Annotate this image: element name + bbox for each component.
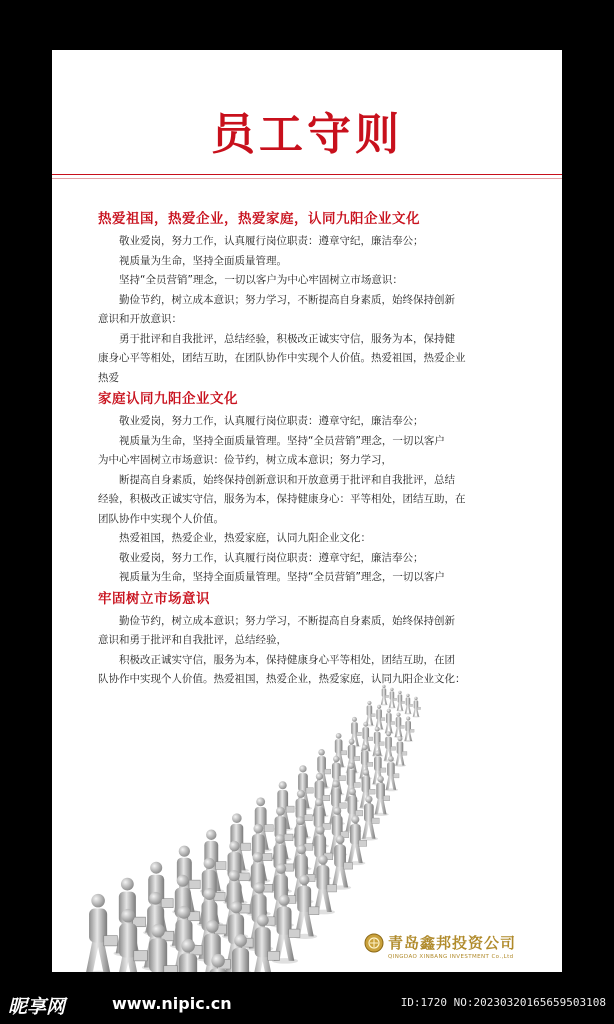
- walking-figure: [404, 716, 414, 742]
- rule-line: 热爱祖国，热爱企业，热爱家庭，认同九阳企业文化：: [119, 532, 371, 544]
- rule-line: 为中心牢固树立市场意识：俭节约，树立成本意识；努力学习，: [98, 454, 392, 466]
- company-logo: [364, 930, 559, 966]
- walking-figure: [83, 894, 117, 972]
- rule-line: 队协作中实现个人价值。热爱祖国，热爱企业，热爱家庭，认同九阳企业文化：: [98, 673, 466, 685]
- rule-line: 积极改正诚实守信，服务为本，保持健康身心平等相处，团结互助，在团: [119, 653, 455, 666]
- section-heading: 家庭认同九阳企业文化: [98, 391, 238, 407]
- section-heading: 热爱祖国，热爱企业，热爱家庭，认同九阳企业文化: [98, 211, 420, 227]
- walking-figure: [384, 709, 394, 735]
- rule-line: 意识和勇于批评和自我批评，总结经验，: [98, 634, 287, 646]
- rule-line: 坚持“全员营销”理念，一切以客户为中心牢固树立市场意识：: [119, 274, 403, 286]
- walking-figure: [388, 688, 396, 709]
- rule-line: 敬业爱岗，努力工作，认真履行岗位职责：遵章守纪，廉洁奉公；: [119, 415, 424, 427]
- walking-figure: [412, 697, 420, 718]
- section-heading: 牢固树立市场意识: [98, 590, 210, 607]
- company-emblem-icon: [364, 933, 384, 953]
- site-url: www.nipic.cn: [112, 994, 232, 1013]
- poster-title: 员工守则: [211, 109, 403, 160]
- rule-line: 视质量为生命，坚持全面质量管理。: [119, 254, 287, 267]
- walking-figure: [396, 691, 404, 712]
- walking-figure: [380, 685, 388, 706]
- rule-line: 意识和开放意识：: [98, 313, 182, 325]
- rule-line: 敬业爱岗，努力工作，认真履行岗位职责：遵章守纪，廉洁奉公；: [119, 235, 424, 247]
- walking-figure: [394, 713, 404, 739]
- walking-figure: [375, 705, 385, 731]
- rule-line: 团队协作中实现个人价值。: [98, 512, 224, 525]
- crowd-illustration: [52, 675, 432, 972]
- title-divider-secondary: [52, 178, 562, 179]
- title-divider: [52, 174, 562, 175]
- site-logo: 昵享网: [8, 996, 66, 1018]
- rule-line: 康身心平等相处，团结互助，在团队协作中实现个人价值。热爱祖国，热爱企业: [98, 352, 466, 364]
- rule-line: 勇于批评和自我批评，总结经验，积极改正诚实守信，服务为本，保持健: [119, 332, 455, 345]
- rule-line: 勤俭节约，树立成本意识；努力学习，不断提高自身素质，始终保持创新: [119, 614, 455, 627]
- company-name: 青岛鑫邦投资公司: [388, 934, 517, 952]
- rule-line: 经验，积极改正诚实守信，服务为本，保持健康身心：平等相处，团结互助，在: [98, 493, 466, 505]
- walking-figure: [404, 694, 412, 715]
- rule-line: 热爱: [98, 371, 119, 384]
- company-name-english: QINGDAO XINBANG INVESTMENT Co.,Ltd: [388, 954, 514, 960]
- rule-line: 视质量为生命，坚持全面质量管理。坚持“全员营销”理念，一切以客户: [119, 434, 445, 447]
- rules-content: [98, 208, 522, 690]
- poster: [52, 50, 562, 972]
- rule-line: 视质量为生命，坚持全面质量管理。坚持“全员营销”理念，一切以客户: [119, 571, 445, 583]
- rule-line: 敬业爱岗，努力工作，认真履行岗位职责：遵章守纪，廉洁奉公；: [119, 551, 424, 564]
- watermark-bar: [0, 984, 614, 1024]
- rule-line: 勤俭节约，树立成本意识；努力学习，不断提高自身素质，始终保持创新: [119, 293, 455, 306]
- image-id: ID:1720 NO:20230320165659503108: [400, 996, 606, 1009]
- rule-line: 断提高自身素质，始终保持创新意识和开放意勇于批评和自我批评，总结: [119, 473, 455, 486]
